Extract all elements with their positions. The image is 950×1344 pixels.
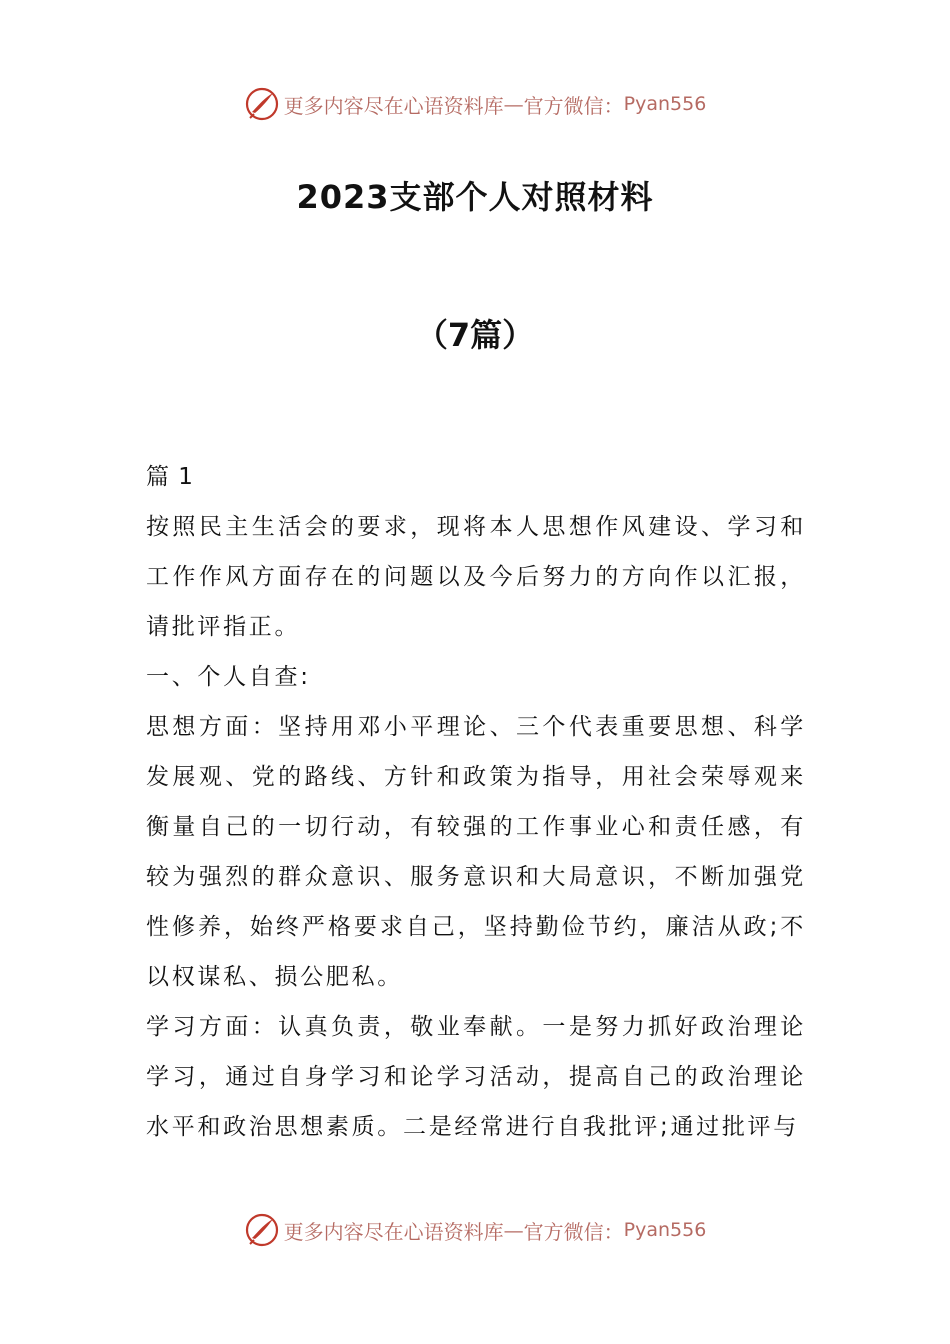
footer-banner — [0, 1210, 950, 1250]
banner-brand-text: 更多内容尽在心语资料库 — [283, 93, 504, 118]
paragraph-heading-self-check: 一、个人自查: — [146, 664, 311, 690]
header-banner — [0, 84, 950, 124]
banner-brand-text: 更多内容尽在心语资料库 — [283, 1219, 504, 1244]
banner-dash: — — [503, 1218, 524, 1242]
paragraph-study: 学习方面：认真负责，敬业奉献。一是努力抓好政治理论学习，通过自身学习和论学习活动，提高自己的政治理论水平和政治思想素质。二是经常进行自我批评;通过批评与 — [146, 1014, 806, 1140]
document-body — [146, 452, 806, 1152]
quill-circle-icon — [244, 1212, 280, 1248]
section-label: 篇 1 — [146, 464, 194, 490]
banner-wechat-id: Pyan556 — [623, 93, 707, 115]
document-title: 2023支部个人对照材料 — [296, 178, 654, 216]
quill-circle-icon — [244, 86, 280, 122]
banner-wechat-id: Pyan556 — [623, 1219, 707, 1241]
paragraph-thought: 思想方面：坚持用邓小平理论、三个代表重要思想、科学发展观、党的路线、方针和政策为指导，用社会荣辱观来衡量自己的一切行动，有较强的工作事业心和责任感，有较为强烈的群众意识、服务意识和大局意识，不断加强党性修养，始终严格要求自己，坚持勤俭节约，廉洁从政;不以权谋私、损公肥私。 — [146, 714, 806, 990]
document-subtitle: （7篇） — [415, 316, 535, 354]
paragraph-intro: 按照民主生活会的要求，现将本人思想作风建设、学习和工作作风方面存在的问题以及今后努力的方向作以汇报，请批评指正。 — [146, 514, 806, 640]
banner-dash: — — [503, 92, 524, 116]
banner-wechat-label: 官方微信： — [523, 93, 624, 118]
banner-wechat-label: 官方微信： — [523, 1219, 624, 1244]
